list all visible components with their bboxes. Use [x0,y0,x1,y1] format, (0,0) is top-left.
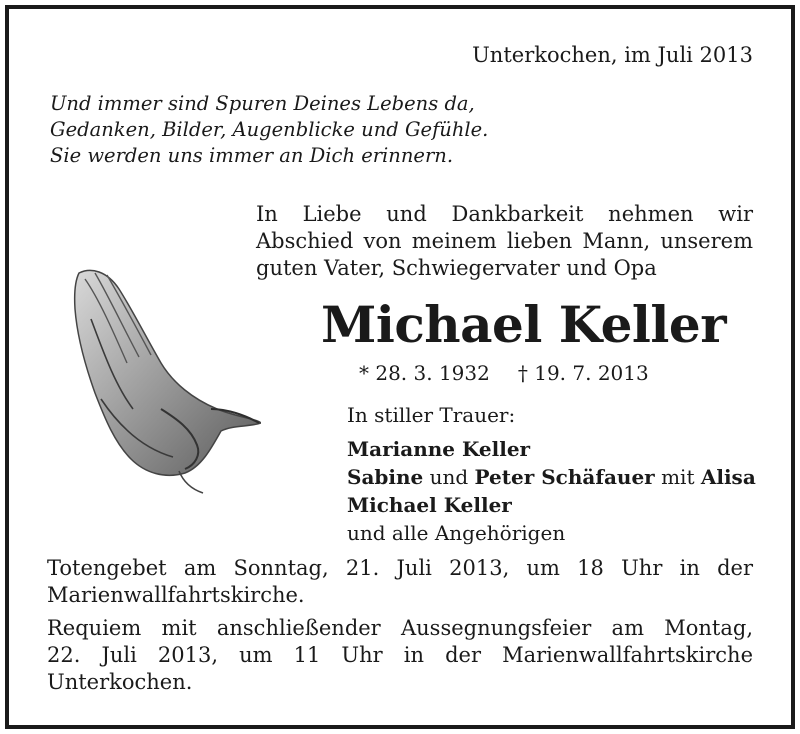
connector-text: mit [654,465,701,489]
place-date: Unterkochen, im Juli 2013 [472,43,753,67]
notice-line: Marienwallfahrtskirche. [47,583,305,607]
poem-line: Und immer sind Spuren Deines Lebens da, [50,92,475,115]
mourners-block [347,401,756,547]
mourner-line [347,463,756,491]
birth-date: * 28. 3. 1932 [359,361,490,385]
praying-hands-icon [61,259,261,499]
mourner-name: Michael Keller [347,493,512,517]
life-dates [359,361,649,385]
prayer-notice [47,555,753,609]
service-notes [47,555,753,696]
praying-hands-drawing [61,259,261,499]
poem-line: Sie werden uns immer an Dich erinnern. [50,144,454,167]
mourners-others: und alle Angehörigen [347,521,566,545]
requiem-notice [47,615,753,696]
death-date: † 19. 7. 2013 [517,361,649,385]
poem-line: Gedanken, Bilder, Augenblicke und Gefühle. [50,118,489,141]
mourner-name: Sabine [347,465,424,489]
intro-line: Abschied von meinem lieben Mann, unserem [256,229,753,253]
poem [50,91,488,169]
intro-line: In Liebe und Dankbarkeit nehmen wir [256,202,753,226]
intro-text [256,201,753,282]
mourners-heading: In stiller Trauer: [347,403,516,427]
connector-text: und [423,465,475,489]
mourner-name: Peter Schäfauer [474,465,655,489]
notice-line: Unterkochen. [47,670,193,694]
obituary-frame [5,5,795,729]
mourner-name: Alisa [700,465,756,489]
notice-line: 22. Juli 2013, um 11 Uhr in der Marienwallfahrtskirche [47,643,753,667]
notice-line: Requiem mit anschließender Aussegnungsfeier am Montag, [47,616,753,640]
notice-line: Totengebet am Sonntag, 21. Juli 2013, um 18 Uhr in der [47,556,753,580]
obituary-content [9,9,791,725]
deceased-name: Michael Keller [321,295,727,354]
mourner-name: Marianne Keller [347,437,531,461]
intro-line: guten Vater, Schwiegervater und Opa [256,256,657,280]
